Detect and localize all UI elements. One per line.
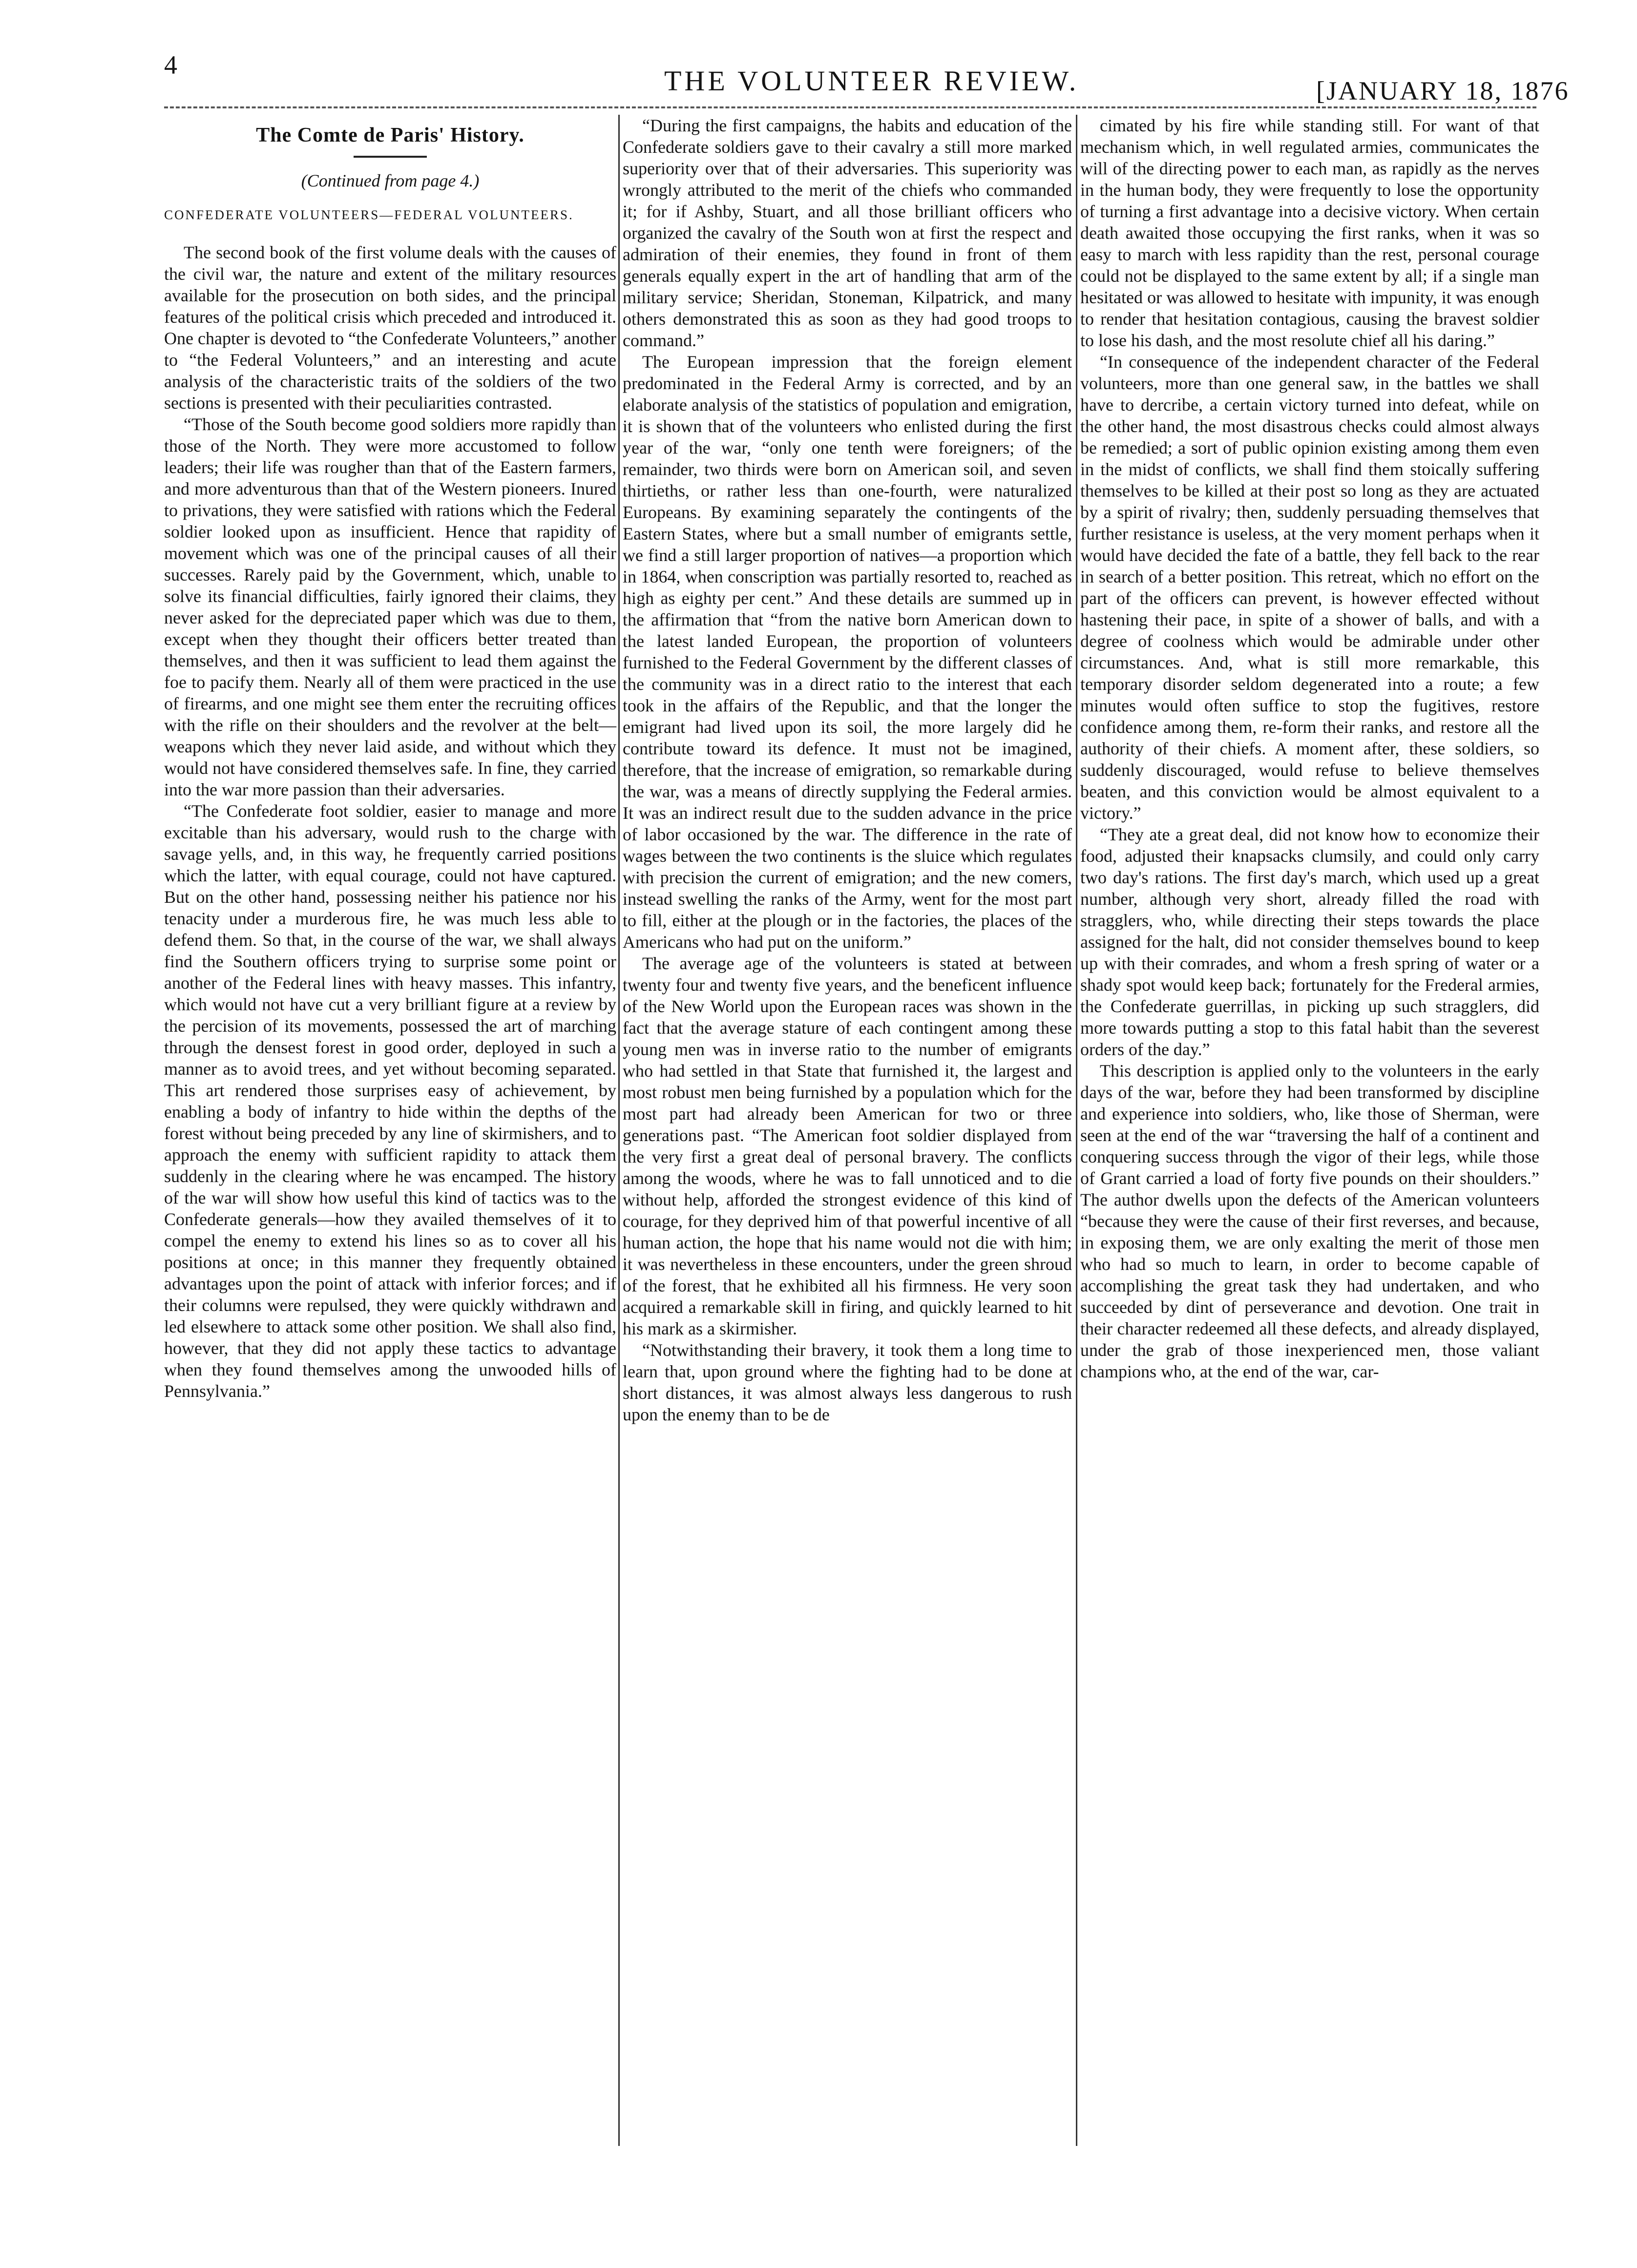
paragraph: “They ate a great deal, did not know how to economize their food, adjusted their knapsacks clumsily, and could only carry two day's rations. The first day's march, which used up a great number, although very short, already filled the road with stragglers, who, while directing their steps towards the place assigned for the halt, did not consider themselves bound to keep up with their comrades, and whom a fresh spring of water or a shady spot would keep back; fortunately for the Frederal armies, the Confederate guerrillas, in picking up such stragglers, did more towards putting a stop to this fatal habit than the severest orders of the day.”	[1080, 825, 1539, 1059]
column-divider	[618, 115, 620, 2146]
publication-title: THE VOLUNTEER REVIEW.	[664, 65, 1079, 97]
column-2	[623, 115, 1072, 1425]
paragraph: The European impression that the foreign element predominated in the Federal Army is corrected, and by an elaborate analysis of the statistics of population and emigration, it is shown that of the volunteers who enlisted during the first year of the war, “only one tenth were foreigners; of the remainder, two thirds were born on American soil, and seven thirtieths, or rather less than one-fourth, were naturalized Europeans. By examining separately the contingents of the Eastern States, where but a small number of emigrants settle, we find a still larger proportion of natives—a proportion which in 1864, when conscription was partially resorted to, reached as high as eighty per cent.” And these details are summed up in the affirmation that “from the native born American down to the latest landed European, the proportion of volunteers furnished to the Federal Government by the different classes of the community was in a direct ratio to the interest that each took in the affairs of the Republic, and that the longer the emigrant had lived upon its soil, the more largely did he contribute toward its defence. It must not be imagined, therefore, that the increase of emigration, so remarkable during the war, was a means of directly supplying the Federal armies. It was an indirect result due to the sudden advance in the price of labor occasioned by the war. The difference in the rate of wages between the two continents is the sluice which regulates with precision the current of emigration; and the new comers, instead swelling the ranks of the Army, went for the most part to fill, either at the plough or in the factories, the places of the Americans who had put on the uniform.”	[623, 352, 1072, 952]
column-divider	[1076, 115, 1077, 2146]
header-rule	[164, 106, 1536, 108]
paragraph: “During the first campaigns, the habits and education of the Confederate soldiers gave to their cavalry a still more marked superiority over that of their adversaries. This superiority was wrongly attributed to the merit of the chiefs who commanded it; for if Ashby, Stuart, and all those brilliant officers who organized the cavalry of the South won at first the respect and admiration of their enemies, they found in front of them generals equally expert in the art of handling that arm of the military service; Sheridan, Stoneman, Kilpatrick, and many others demonstrated this as soon as they had good troops to command.”	[623, 116, 1072, 350]
continued-note: (Continued from page 4.)	[301, 171, 480, 190]
issue-date: [JANUARY 18, 1876	[1316, 76, 1570, 105]
paragraph: “The Confederate foot soldier, easier to manage and more excitable than his adversary, would rush to the charge with savage yells, and, in this way, he frequently carried positions which the latter, with equal courage, could not have captured. But on the other hand, possessing neither his patience nor his tenacity under a murderous fire, he was much less able to defend them. So that, in the course of the war, we shall always find the Southern officers trying to surprise some point or another of the Federal lines with heavy masses. This infantry, which would not have cut a very brilliant figure at a review by the percision of its movements, possessed the art of marching through the densest forest in good order, deployed in such a manner as to avoid trees, and yet without becoming separated. This art rendered those surprises easy of achievement, by enabling a body of infantry to hide within the depths of the forest without being preceded by any line of skirmishers, and to approach the enemy with sufficient rapidity to attack them suddenly in the clearing where he was encamped. The history of the war will show how useful this kind of tactics was to the Confederate generals—how they availed themselves of it to compel the enemy to extend his lines so as to cover all his positions at once; in this manner they frequently obtained advantages upon the point of attack with inferior forces; and if their columns were repulsed, they were quickly withdrawn and led elsewhere to attack some other position. We shall also find, however, that they did not apply these tactics to advantage when they found themselves among the unwooded hills of Pennsylvania.”	[164, 801, 616, 1401]
title-rule	[354, 156, 427, 158]
page-number: 4	[164, 50, 177, 80]
paragraph: “Notwithstanding their bravery, it took them a long time to learn that, upon ground where the fighting had to be done at short distances, it was almost always less dangerous to rush upon the enemy than to be de	[623, 1340, 1072, 1424]
paragraph: The average age of the volunteers is stated at between twenty four and twenty five years, and the beneficent influence of the New World upon the European races was shown in the fact that the average stature of each contingent among these young men was in inverse ratio to the number of emigrants who had settled in that State that furnished it, the largest and most robust men being furnished by a population which for the most part had already been American for two or three generations past. “The American foot soldier displayed from the very first a great deal of personal bravery. The conflicts among the woods, where he was to fall unnoticed and to die without help, afforded the strongest evidence of this kind of courage, for they deprived him of that powerful incentive of all human action, the hope that his name would not die with him; it was nevertheless in these encounters, under the green shroud of the forest, that he exhibited all his firmness. He very soon acquired a remarkable skill in firing, and quickly learned to hit his mark as a skirmisher.	[623, 954, 1072, 1338]
paragraph: “In consequence of the independent character of the Federal volunteers, more than one general saw, in the battles we shall have to dercribe, a certain victory turned into defeat, while on the other hand, the most disastrous checks could almost always be remedied; a sort of public opinion existing among them even in the midst of conflicts, we shall find them stoically suffering themselves to be killed at their post so long as they are actuated by a spirit of rivalry; then, suddenly persuading themselves that further resistance is useless, at the very moment perhaps when it would have decided the fate of a battle, they fell back to the rear in search of a better position. This retreat, which no effort on the part of the officers can prevent, is however effected without hastening their pace, in spite of a shower of balls, and with a degree of coolness which would be admirable under other circumstances. And, what is still more remarkable, this temporary disorder seldom degenerated into a route; a few minutes would often suffice to stop the fugitives, restore confidence among them, re-form their ranks, and restore all the authority of their chiefs. A moment after, these soldiers, so suddenly discouraged, would refuse to believe themselves beaten, and this conviction would be almost equivalent to a victory.”	[1080, 352, 1539, 823]
column-3	[1080, 115, 1539, 1382]
paragraph: “Those of the South become good soldiers more rapidly than those of the North. They were more accustomed to follow leaders; their life was rougher than that of the Eastern farmers, and more adventurous than that of the Western pioneers. Inured to privations, they were satisfied with rations which the Federal soldier looked upon as insufficient. Hence that rapidity of movement which was one of the principal causes of all their successes. Rarely paid by the Government, which, unable to solve its financial difficulties, fairly ignored their claims, they never asked for the depreciated paper which was due to them, except when they thought their officers better treated than themselves, and then it was sufficient to lead them against the foe to pacify them. Nearly all of them were practiced in the use of firearms, and one might see them enter the recruiting offices with the rifle on their shoulders and the revolver at the belt—weapons which they never laid aside, and without which they would not have considered themselves safe. In fine, they carried into the war more passion than their adversaries.	[164, 415, 616, 799]
column-1	[164, 115, 616, 1402]
article-subhead: CONFEDERATE VOLUNTEERS—FEDERAL VOLUNTEERS.	[164, 208, 574, 222]
paragraph: The second book of the first volume deals with the causes of the civil war, the nature and extent of the military resources available for the prosecution on both sides, and the principal features of the political crisis which preceded and introduced it. One chapter is devoted to “the Confederate Volunteers,” another to “the Federal Volunteers,” and an interesting and acute analysis of the characteristic traits of the soldiers of the two sections is presented with their peculiarities contrasted.	[164, 243, 616, 413]
article-title: The Comte de Paris' History.	[256, 124, 525, 146]
paragraph: cimated by his fire while standing still. For want of that mechanism which, in well regulated armies, communicates the will of the directing power to each man, as rapidly as the nerves in the human body, they were frequently to lose the opportunity of turning a first advantage into a decisive victory. When certain death awaited those occupying the first ranks, when it was so easy to march with less rapidity than the rest, personal courage could not be displayed to the same extent by all; if a single man hesitated or was allowed to hesitate with impunity, it was enough to render that hesitation contagious, causing the bravest soldier to lose his dash, and the most resolute chief all his daring.”	[1080, 116, 1539, 350]
paragraph: This description is applied only to the volunteers in the early days of the war, before they had been transformed by discipline and experience into soldiers, who, like those of Sherman, were seen at the end of the war “traversing the half of a continent and conquering success through the vigor of their legs, while those of Grant carried a load of forty five pounds on their shoulders.” The author dwells upon the defects of the American volunteers “because they were the cause of their first reverses, and because, in exposing them, we are only exalting the merit of those men who had so much to learn, in order to become capable of accomplishing the great task they had undertaken, and who succeeded by dint of perseverance and devotion. One trait in their character redeemed all these defects, and already displayed, under the grab of those inexperienced men, those valiant champions who, at the end of the war, car-	[1080, 1061, 1539, 1381]
